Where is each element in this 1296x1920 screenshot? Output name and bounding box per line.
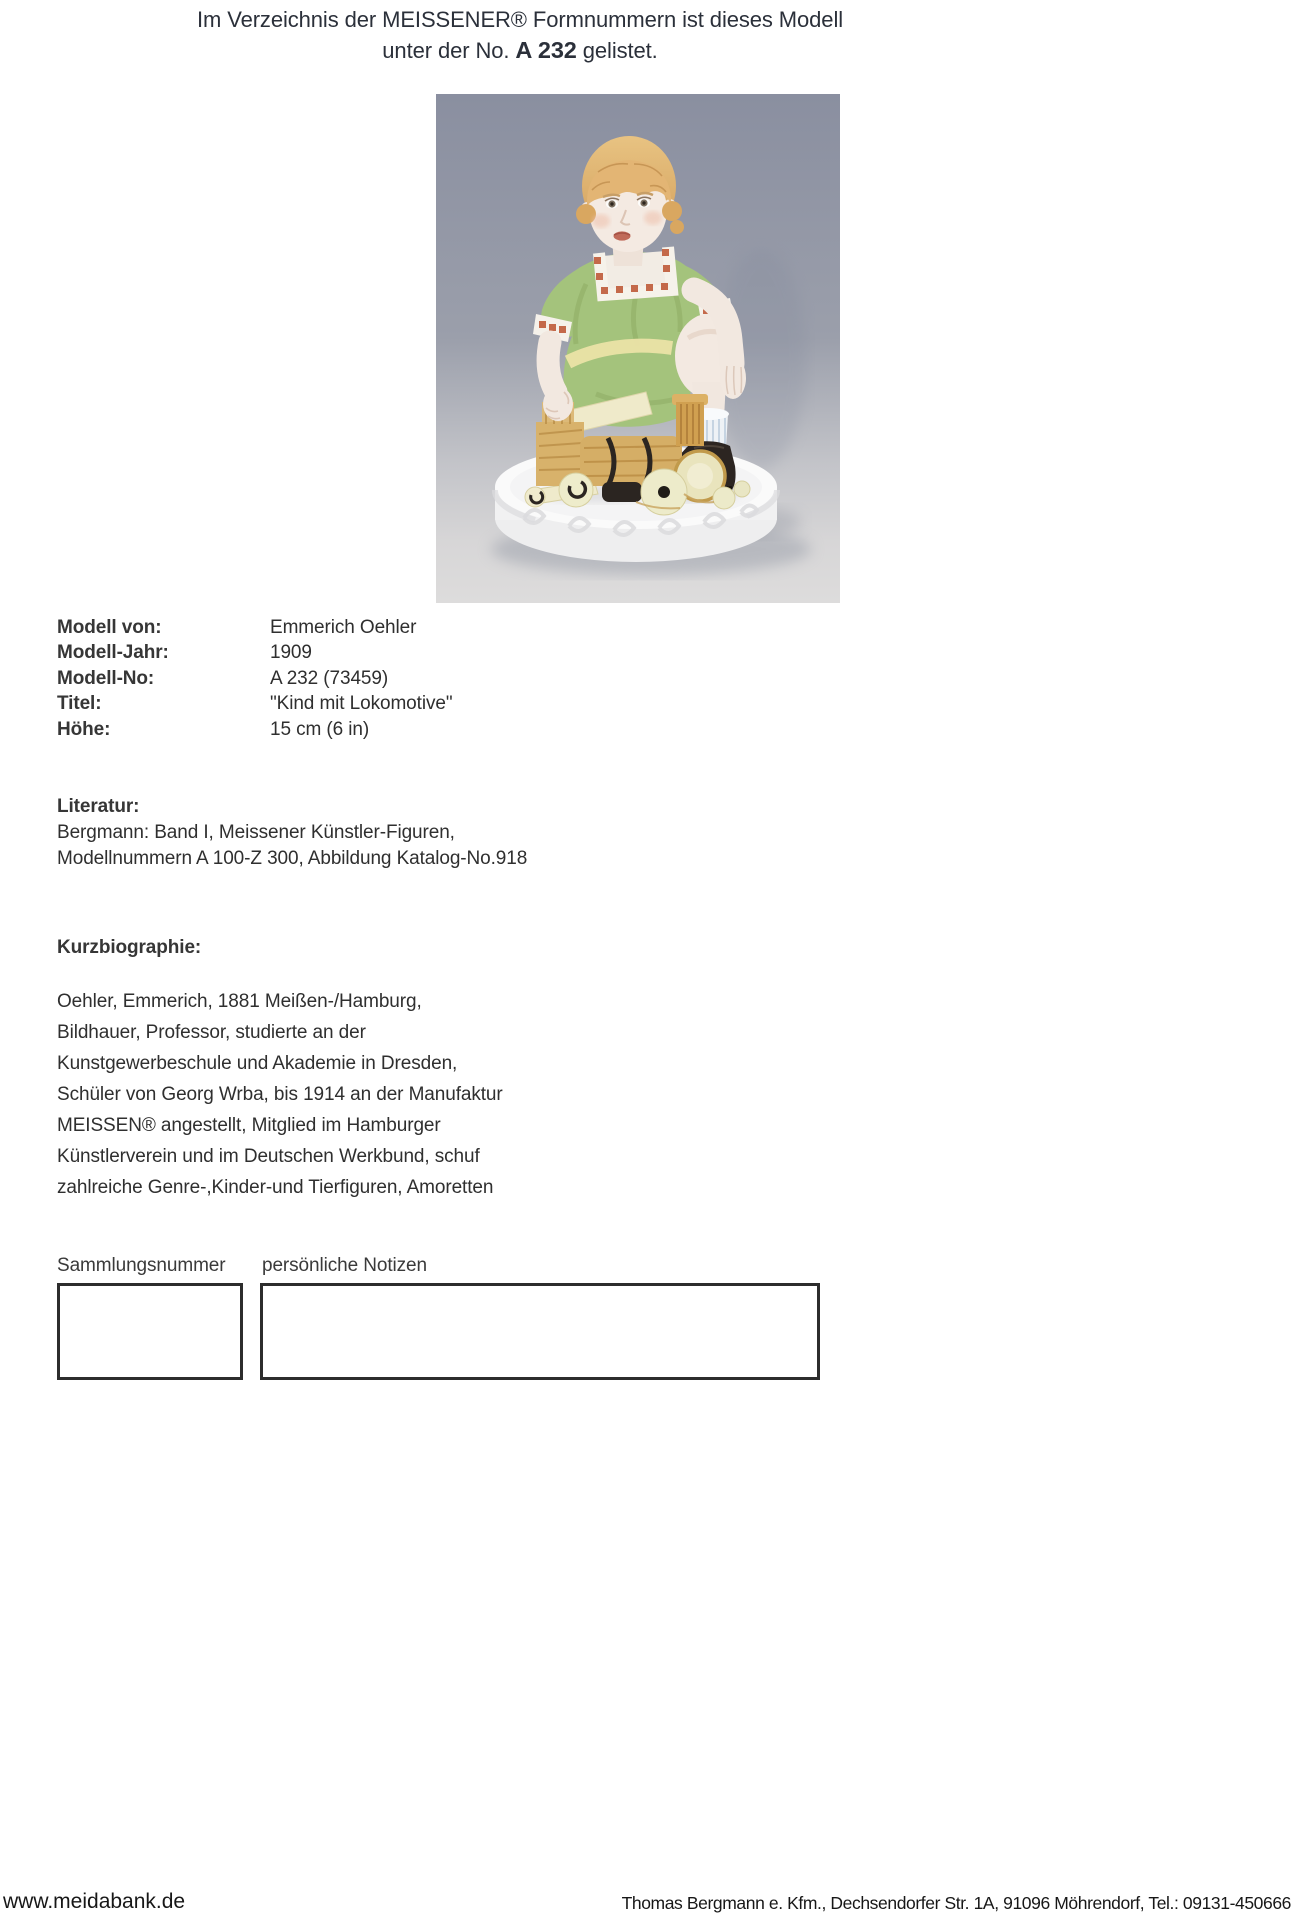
detail-value: A 232 (73459)	[270, 667, 389, 689]
personal-notes-box[interactable]	[260, 1283, 820, 1380]
header-line-2-suffix: gelistet.	[582, 38, 658, 63]
header-line-2-prefix: unter der No.	[382, 38, 510, 63]
kurzbiographie-line: Kunstgewerbeschule und Akademie in Dresden,	[57, 1053, 458, 1074]
detail-row	[57, 691, 452, 716]
detail-label: Titel:	[57, 693, 102, 715]
literatur-line: Bergmann: Band I, Meissener Künstler-Figuren,	[57, 822, 455, 843]
detail-label: Modell-No:	[57, 667, 155, 689]
literatur-line: Modellnummern A 100-Z 300, Abbildung Katalog-No.918	[57, 848, 528, 869]
figurine-photo	[436, 94, 840, 603]
detail-row	[57, 640, 452, 665]
model-number-emphasis: A 232	[515, 37, 577, 63]
page-header	[0, 5, 1040, 66]
detail-label: Modell-Jahr:	[57, 642, 169, 664]
literatur-section	[57, 794, 527, 872]
detail-row	[57, 615, 452, 640]
detail-value: "Kind mit Lokomotive"	[270, 693, 453, 715]
kurzbiographie-line: Bildhauer, Professor, studierte an der	[57, 1022, 366, 1043]
collection-number-box[interactable]	[57, 1283, 243, 1380]
collection-number-label: Sammlungsnummer	[57, 1255, 226, 1276]
figurine-illustration	[436, 94, 840, 603]
kurzbiographie-line: Oehler, Emmerich, 1881 Meißen-/Hamburg,	[57, 991, 422, 1012]
detail-label: Höhe:	[57, 718, 111, 740]
kurzbiographie-line: MEISSEN® angestellt, Mitglied im Hamburger	[57, 1115, 441, 1136]
literatur-label: Literatur:	[57, 796, 140, 817]
detail-label: Modell von:	[57, 617, 162, 638]
kurzbiographie-line: Künstlerverein und im Deutschen Werkbund, schuf	[57, 1146, 480, 1167]
detail-row	[57, 717, 452, 742]
detail-value: Emmerich Oehler	[270, 617, 417, 638]
kurzbiographie-text	[57, 986, 503, 1203]
kurzbiographie-line: zahlreiche Genre-,Kinder-und Tierfiguren, Amoretten	[57, 1177, 494, 1198]
footer-contact-info: Thomas Bergmann e. Kfm., Dechsendorfer Str. 1A, 91096 Möhrendorf, Tel.: 09131-450666	[621, 1893, 1291, 1913]
header-line-2	[0, 35, 1040, 66]
kurzbiographie-line: Schüler von Georg Wrba, bis 1914 an der Manufaktur	[57, 1084, 503, 1105]
detail-value: 1909	[270, 642, 312, 664]
detail-row	[57, 666, 452, 691]
personal-notes-label: persönliche Notizen	[262, 1255, 427, 1276]
header-line-1: Im Verzeichnis der MEISSENER® Formnummern ist dieses Modell	[196, 7, 844, 32]
details-table	[57, 615, 452, 742]
footer-website-link[interactable]: www.meidabank.de	[3, 1890, 186, 1913]
kurzbiographie-label: Kurzbiographie:	[57, 937, 202, 958]
detail-value: 15 cm (6 in)	[270, 718, 370, 740]
